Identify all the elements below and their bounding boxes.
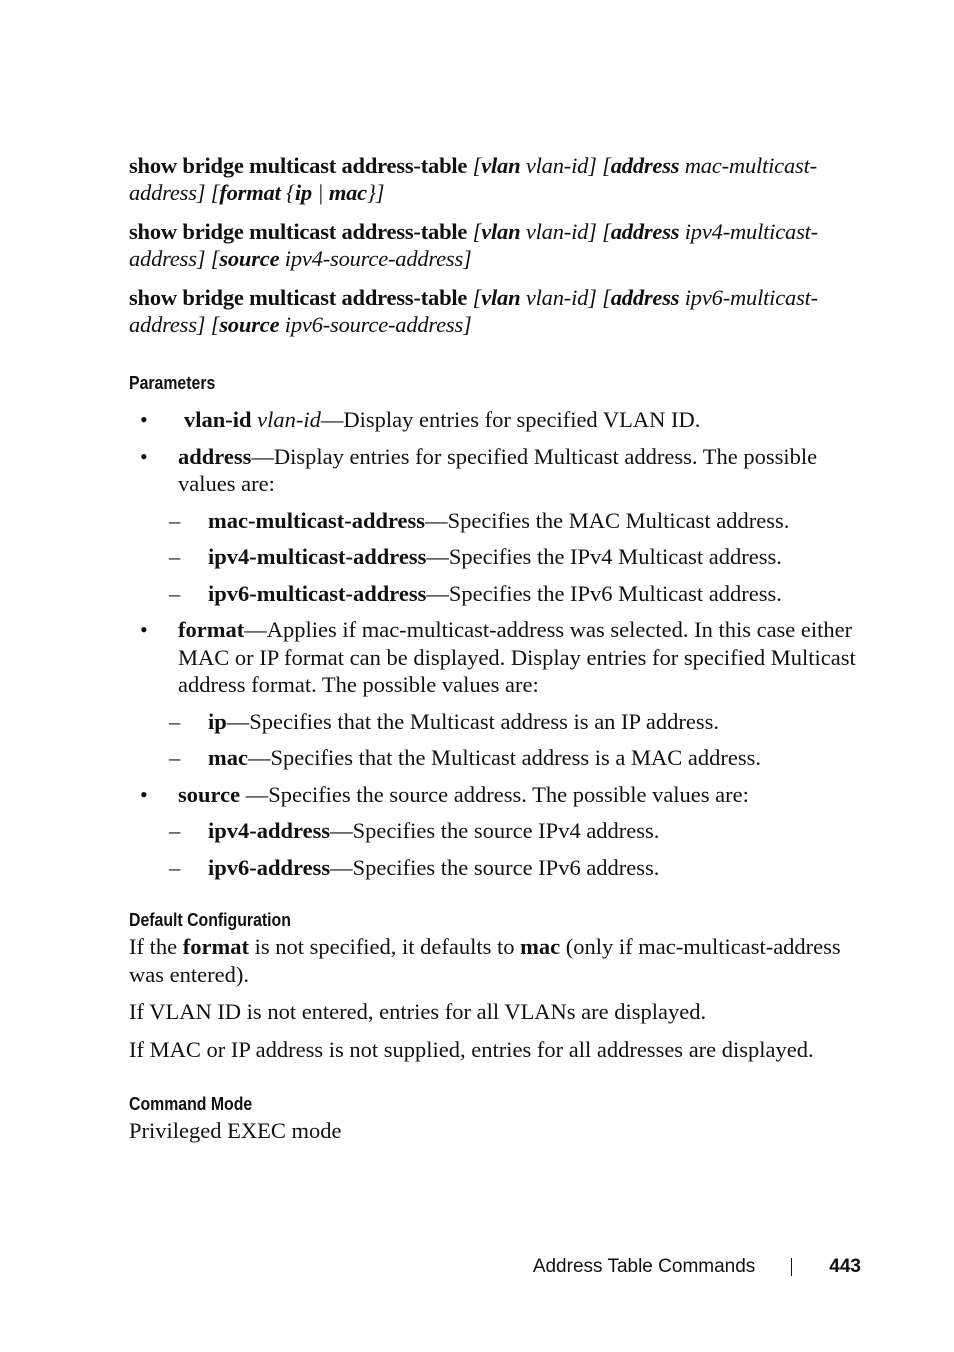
command-mode-heading: Command Mode (129, 1094, 253, 1114)
bullet-icon: • (140, 407, 148, 432)
sub-list (169, 507, 859, 608)
sub-list-item: – mac—Specifies that the Multicast address is a MAC address. (169, 745, 762, 770)
dash-icon: – (169, 544, 181, 569)
bullet-icon: • (140, 617, 148, 642)
sub-list-item: – ipv4-address—Specifies the source IPv4 address. (169, 818, 660, 843)
parameters-heading: Parameters (129, 373, 216, 393)
default-config-heading: Default Configuration (129, 910, 291, 930)
sub-list (169, 708, 859, 772)
bullet-icon: • (140, 443, 148, 469)
parameters-list (129, 406, 859, 881)
dash-icon: – (169, 818, 181, 843)
footer-divider (791, 1258, 792, 1276)
syntax-line-ipv4: show bridge multicast address-table [vlan vlan-id] [address ipv4-multicast- address] [source ipv4-source-address] (129, 219, 818, 271)
list-item: • address—Display entries for specified Multicast address. The possible values are: – mac-multicast-address—Specifies the MAC Multicast address. – ipv4-multicast-address—Specifies the IPv4 Multicast address. – ipv6-multicast-address—Specifies the IPv6 Multicast address. (129, 443, 859, 608)
bullet-icon: • (140, 781, 148, 807)
default-config-paragraph: If VLAN ID is not entered, entries for all VLANs are displayed. (129, 999, 707, 1024)
syntax-command: show bridge multicast address-table (129, 219, 468, 244)
sub-list-item: – ipv6-multicast-address—Specifies the IPv6 Multicast address. (169, 580, 782, 606)
list-item: • format—Applies if mac-multicast-address was selected. In this case either MAC or IP format can be displayed. Display entries for specified Multicast address format. The possible values are: – ip—Specifies that the Multicast address is an IP address. – mac—Specifies that the Multicast address is a MAC address. (129, 616, 859, 772)
sub-list-item: – ip—Specifies that the Multicast address is an IP address. (169, 708, 719, 734)
sub-list-item: – ipv4-multicast-address—Specifies the IPv4 Multicast address. (169, 544, 782, 569)
dash-icon: – (169, 854, 181, 880)
default-config-paragraph: If the format is not specified, it defaults to mac (only if mac-multicast-address was entered). (129, 934, 841, 987)
default-config-paragraph: If MAC or IP address is not supplied, entries for all addresses are displayed. (129, 1036, 814, 1062)
footer-section-title: Address Table Commands (532, 1256, 756, 1277)
sub-list-item: – ipv6-address—Specifies the source IPv6 address. (169, 854, 660, 880)
dash-icon: – (169, 708, 181, 734)
list-item: • vlan-id vlan-id—Display entries for specified VLAN ID. (140, 407, 701, 432)
sub-list-item: – mac-multicast-address—Specifies the MAC Multicast address. (169, 507, 790, 533)
syntax-command: show bridge multicast address-table (129, 285, 468, 310)
list-item: • source —Specifies the source address. The possible values are: – ipv4-address—Specifies the source IPv4 address. – ipv6-address—Specifies the source IPv6 address. (129, 781, 859, 882)
dash-icon: – (169, 507, 181, 533)
sub-list (169, 817, 859, 881)
dash-icon: – (169, 580, 181, 606)
dash-icon: – (169, 745, 181, 770)
syntax-line-format: show bridge multicast address-table [vlan vlan-id] [address mac-multicast- address] [format {ip | mac}] (129, 153, 817, 205)
page-content (129, 152, 859, 1155)
syntax-line-ipv6: show bridge multicast address-table [vlan vlan-id] [address ipv6-multicast- address] [source ipv6-source-address] (129, 285, 818, 337)
page-footer (533, 1255, 861, 1279)
command-mode-text: Privileged EXEC mode (129, 1118, 342, 1143)
page-number: 443 (829, 1256, 861, 1277)
syntax-command: show bridge multicast address-table (129, 153, 468, 178)
